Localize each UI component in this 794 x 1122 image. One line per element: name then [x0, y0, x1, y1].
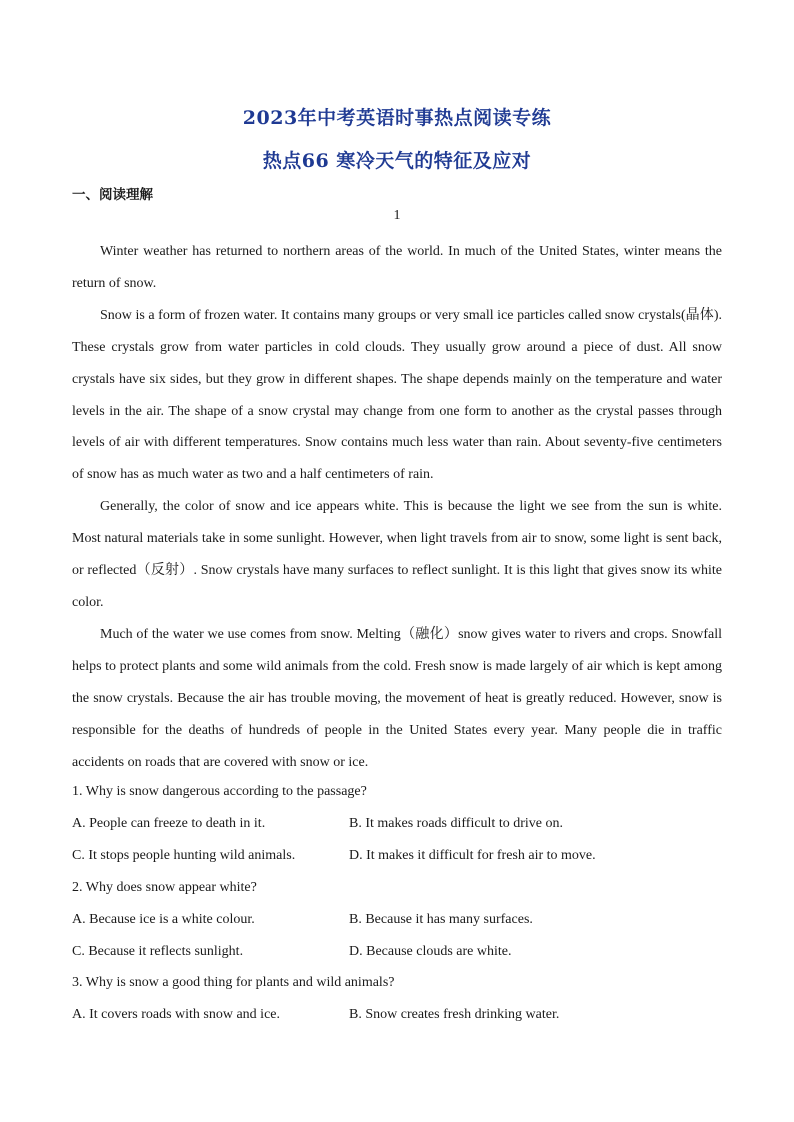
section-heading: 一、阅读理解 [72, 187, 153, 203]
option-c: C. Because it reflects sunlight. [72, 943, 244, 959]
question-list [72, 776, 722, 1031]
document-title: 2023年中考英语时事热点阅读专练 [242, 107, 552, 129]
question-1 [72, 776, 722, 872]
passage-paragraph: Generally, the color of snow and ice appears white. This is because the light we see from the sun is white. Most natural materials take in some sunlight. However, when light travels from air to snow, some light is sent back, or reflected（反射）. Snow crystals have many surfaces to reflect sunlight. It is this light that gives snow its white color. [72, 499, 722, 610]
passage-number: 1 [393, 208, 401, 223]
option-d: D. Because clouds are white. [349, 943, 512, 959]
passage-paragraph: Much of the water we use comes from snow. Melting（融化）snow gives water to rivers and crops. Snowfall helps to protect plants and some wild animals from the cold. Fresh snow is made largely of air which is kept among the snow crystals. Because the air has trouble moving, the movement of heat is greatly reduced. However, snow is responsible for the deaths of hundreds of people in the United States every year. Many people die in traffic accidents on roads that are covered with snow or ice. [72, 626, 722, 770]
option-c: C. It stops people hunting wild animals. [72, 847, 296, 863]
passage-paragraph: Winter weather has returned to northern areas of the world. In much of the United States, winter means the return of snow. [72, 244, 722, 291]
option-row [72, 999, 722, 1031]
option-b: B. It makes roads difficult to drive on. [349, 815, 563, 831]
question-2 [72, 872, 722, 968]
option-d: D. It makes it difficult for fresh air to move. [349, 847, 596, 863]
option-a: A. Because ice is a white colour. [72, 911, 255, 927]
option-b: B. Because it has many surfaces. [349, 911, 533, 927]
question-stem: 3. Why is snow a good thing for plants and wild animals? [72, 975, 395, 991]
question-stem: 2. Why does snow appear white? [72, 879, 257, 895]
passage-body [72, 236, 722, 778]
option-row [72, 904, 722, 936]
question-3 [72, 967, 722, 1031]
document-subtitle: 热点66 寒冷天气的特征及应对 [262, 150, 532, 172]
option-row [72, 808, 722, 840]
question-stem: 1. Why is snow dangerous according to the passage? [72, 784, 367, 799]
option-a: A. People can freeze to death in it. [72, 815, 266, 831]
passage-paragraph: Snow is a form of frozen water. It contains many groups or very small ice particles called snow crystals(晶体). These crystals grow from water particles in cold clouds. They usually grow around a piece of dust. All snow crystals have six sides, but they grow in different shapes. The shape depends mainly on the temperature and water levels in the air. The shape of a snow crystal may change from one form to another as the crystal passes through levels of air with different temperatures. Snow contains much less water than rain. About seventy-five centimeters of snow has as much water as two and a half centimeters of rain. [72, 307, 722, 483]
option-row [72, 936, 722, 968]
option-row [72, 840, 722, 872]
option-b: B. Snow creates fresh drinking water. [349, 1007, 560, 1023]
option-a: A. It covers roads with snow and ice. [72, 1007, 281, 1023]
